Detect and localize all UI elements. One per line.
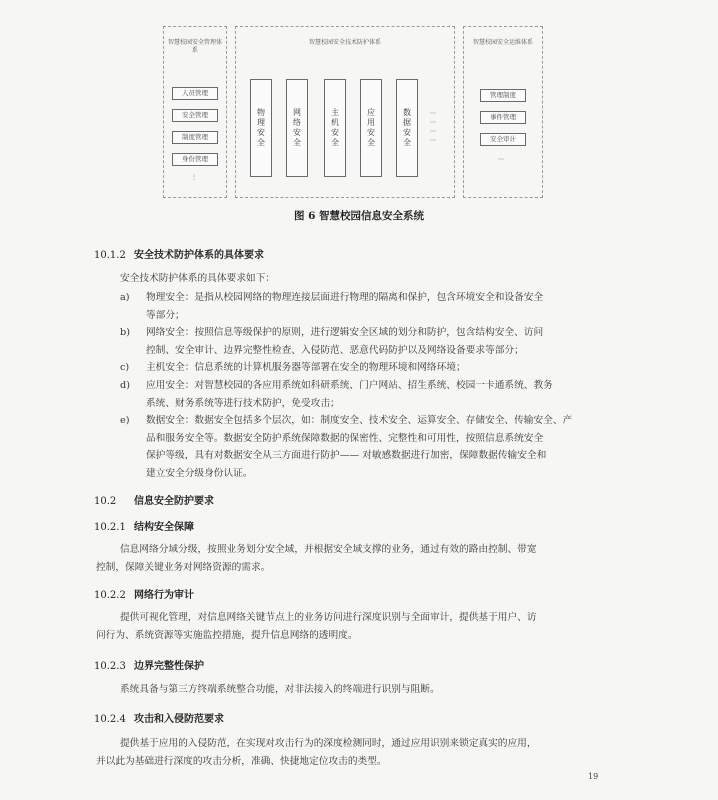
paragraph-line: 信息网络分域分级，按照业务划分安全域，并根据安全域支撑的业务，通过有效的路由控制、带宽 <box>120 544 537 555</box>
section-heading-10-1-2 <box>94 246 264 261</box>
security-column: 主机安全 <box>324 79 346 177</box>
section-number: 10.2.1 <box>94 522 126 533</box>
list-marker: a) <box>120 292 130 303</box>
list-line: 物理安全：是指从校园网络的物理连接层面进行物理的隔离和保护，包含环境安全和设备安全 <box>146 292 544 303</box>
section-heading-10-2-4 <box>94 710 224 725</box>
section-title: 攻击和入侵防范要求 <box>134 714 224 725</box>
technical-protection-title: 智慧校园安全技术防护体系 <box>308 39 381 46</box>
list-line: 网络安全：按照信息等级保护的原则，进行逻辑安全区域的划分和防护，包含结构安全、访问 <box>146 327 544 338</box>
figure-6 <box>155 18 553 202</box>
technical-protection-panel <box>235 26 455 198</box>
paragraph-line: 并以此为基础进行深度的攻击分析，准确、快捷地定位攻击的类型。 <box>96 755 387 767</box>
list-item-e <box>120 412 626 482</box>
list-item-b <box>120 324 626 359</box>
paragraph-line: 问行为、系统资源等实施监控措施，提升信息网络的透明度。 <box>96 629 358 641</box>
figure-caption: 图 6 智慧校园信息安全系统 <box>293 210 425 222</box>
list-line: 品和服务安全等。数据安全防护系统保障数据的保密性、完整性和可用性，按照信息系统安全 <box>146 432 544 444</box>
list-line: 控制、安全审计、边界完整性检查、入侵防范、恶意代码防护以及网络设备要求等部分； <box>146 344 524 356</box>
operations-system-title: 智慧校园安全运维体系 <box>472 39 533 46</box>
paragraph <box>96 609 636 644</box>
list-marker: e) <box>120 415 130 426</box>
list-line: 保护等级，具有对数据安全从三方面进行防护—— 对敏感数据进行加密，保障数据传输安全和 <box>146 450 547 461</box>
management-item: 人员管理 <box>172 87 218 100</box>
ellipsis: ⋮ <box>191 174 197 181</box>
list-item-c <box>120 359 626 377</box>
paragraph-line: 系统具备与第三方终端系统整合功能，对非法接入的终端进行识别与阻断。 <box>120 684 440 695</box>
paragraph <box>96 681 636 699</box>
list-line: 数据安全：数据安全包括多个层次，如：制度安全、技术安全、运算安全、存储安全、传输安全、产 <box>146 415 573 426</box>
list-item-d <box>120 377 626 412</box>
section-heading-10-2-3 <box>94 657 204 672</box>
paragraph-line: 提供基于应用的入侵防范，在实现对攻击行为的深度检测同时，通过应用识别来锁定真实的应用， <box>120 738 537 749</box>
security-column: 物理安全 <box>250 79 272 177</box>
paragraph <box>96 541 636 576</box>
list-line: 应用安全：对智慧校园的各应用系统如科研系统、门户网站、招生系统、校园一卡通系统、教务 <box>146 380 553 391</box>
ellipsis: ⋯ ⋯ ⋯ ⋯ <box>430 110 436 144</box>
management-item: 制度管理 <box>172 131 218 144</box>
paragraph-line: 提供可视化管理，对信息网络关键节点上的业务访问进行深度识别与全面审计，提供基于用户、访 <box>120 612 537 623</box>
section-title: 信息安全防护要求 <box>134 496 214 507</box>
security-column: 网络安全 <box>286 79 308 177</box>
operations-system-panel <box>463 26 543 198</box>
management-system-panel <box>163 26 227 198</box>
section-title: 边界完整性保护 <box>134 661 204 672</box>
paragraph-line: 控制，保障关键业务对网络资源的需求。 <box>96 561 271 573</box>
paragraph: 安全技术防护体系的具体要求如下： <box>120 273 275 284</box>
security-column: 数据安全 <box>396 79 418 177</box>
management-item: 安全管理 <box>172 109 218 122</box>
list-line: 系统、财务系统等进行技术防护，免受攻击； <box>146 397 340 409</box>
list-line: 建立安全分级身份认证。 <box>146 467 253 479</box>
section-heading-10-2-2 <box>94 586 194 601</box>
section-title: 结构安全保障 <box>134 522 194 533</box>
ellipsis: ⋯ <box>498 156 504 163</box>
section-heading-10-2 <box>94 492 214 507</box>
list-line: 主机安全：信息系统的计算机服务器等部署在安全的物理环境和网络环境； <box>146 362 466 373</box>
operations-item: 安全审计 <box>480 133 526 146</box>
section-number: 10.2.3 <box>94 661 126 672</box>
paragraph <box>96 735 636 770</box>
section-number: 10.2 <box>94 496 117 507</box>
section-title: 网络行为审计 <box>134 590 194 601</box>
management-item: 身份管理 <box>172 153 218 166</box>
section-number: 10.2.2 <box>94 590 126 601</box>
section-number: 10.1.2 <box>94 250 126 261</box>
list-marker: c) <box>120 362 130 373</box>
management-system-title: 智慧校园安全管理体系 <box>168 39 223 55</box>
operations-item: 管理制度 <box>480 89 526 102</box>
list-marker: b) <box>120 327 130 338</box>
security-column: 应用安全 <box>360 79 382 177</box>
section-title: 安全技术防护体系的具体要求 <box>134 250 264 261</box>
page-number: 19 <box>588 772 599 781</box>
operations-item: 事件管理 <box>480 111 526 124</box>
list-marker: d) <box>120 380 130 391</box>
section-number: 10.2.4 <box>94 714 126 725</box>
list-item-a <box>120 289 626 324</box>
list-line: 等部分； <box>146 309 185 321</box>
section-heading-10-2-1 <box>94 518 194 533</box>
